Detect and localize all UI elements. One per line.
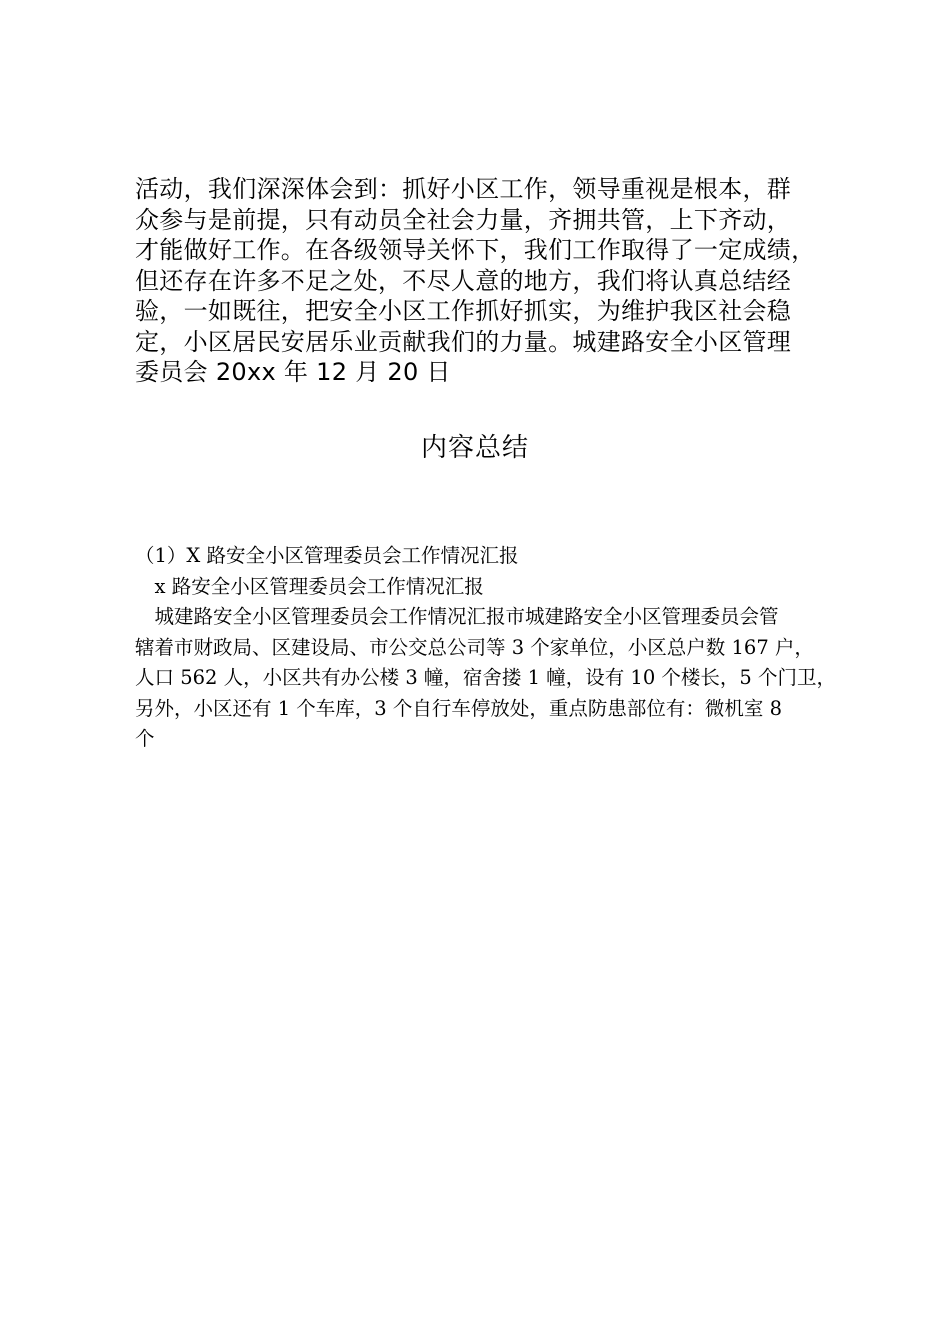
summary-line: 另外，小区还有 1 个车库，3 个自行车停放处，重点防患部位有：微机室 8: [135, 696, 783, 720]
body-line: 才能做好工作。在各级领导关怀下，我们工作取得了一定成绩，: [135, 236, 816, 264]
summary-line: （1）X 路安全小区管理委员会工作情况汇报: [135, 544, 519, 567]
summary-paragraph: [135, 541, 855, 755]
body-paragraph: [135, 174, 855, 388]
summary-line: 城建路安全小区管理委员会工作情况汇报市城建路安全小区管理委员会管: [135, 605, 779, 628]
summary-line: 个: [135, 727, 155, 750]
body-line: 活动，我们深深体会到：抓好小区工作，领导重视是根本，群: [135, 175, 792, 203]
summary-line: 人口 562 人，小区共有办公楼 3 幢，宿舍搂 1 幢，设有 10 个楼长，5 个门卫，: [135, 666, 837, 689]
body-line: 但还存在许多不足之处，不尽人意的地方，我们将认真总结经: [135, 266, 792, 295]
body-line: 众参与是前提，只有动员全社会力量，齐拥共管，上下齐动，: [135, 205, 792, 234]
section-title: 内容总结: [420, 433, 529, 463]
summary-line: 辖着市财政局、区建设局、市公交总公司等 3 个家单位，小区总户数 167 户，: [135, 635, 814, 659]
body-line: 验，一如既往，把安全小区工作抓好抓实，为维护我区社会稳: [135, 297, 792, 325]
summary-line: x 路安全小区管理委员会工作情况汇报: [135, 574, 484, 598]
body-line: 定，小区居民安居乐业贡献我们的力量。城建路安全小区管理: [135, 327, 792, 356]
body-line: 委员会 20xx 年 12 月 20 日: [135, 358, 451, 386]
